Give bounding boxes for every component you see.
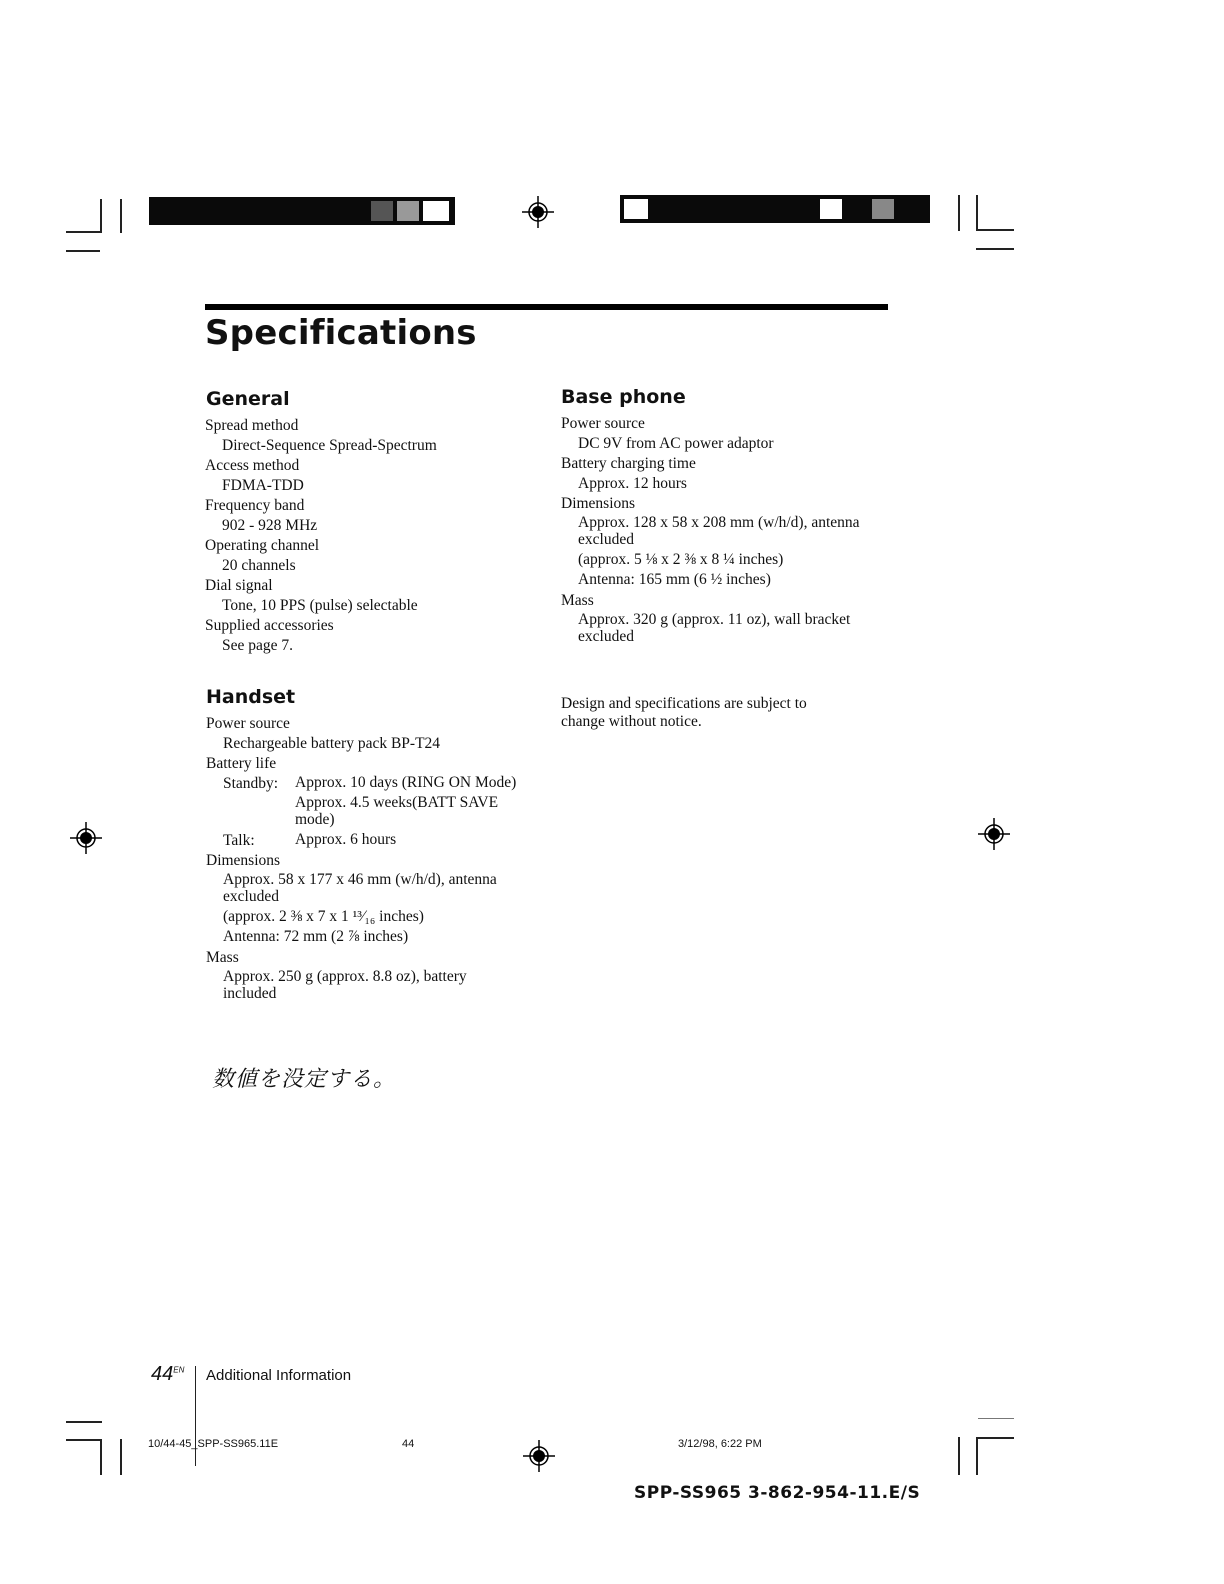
spec-label: Power source (561, 415, 645, 432)
document-code: SPP-SS965 3-862-954-11.E/S (634, 1483, 921, 1503)
spec-label: Mass (206, 949, 239, 966)
spec-value: Direct-Sequence Spread-Spectrum (222, 437, 437, 454)
spec-label: Operating channel (205, 537, 320, 554)
standby-row (223, 774, 536, 794)
standby-value-1: Approx. 10 days (RING ON Mode) (295, 774, 517, 791)
registration-mark-top (522, 196, 554, 228)
page-number-superscript: EN (173, 1365, 185, 1375)
spec-value: 902 - 928 MHz (222, 517, 318, 534)
page-number-value: 44 (151, 1363, 174, 1385)
title-rule (205, 304, 888, 310)
talk-row (223, 831, 536, 851)
standby-row-2 (223, 794, 536, 831)
spec-value: See page 7. (222, 637, 294, 654)
file-reference: 10/44-45_SPP-SS965.11E (148, 1438, 279, 1450)
base-spec-list (561, 414, 901, 648)
spec-value: 20 channels (222, 557, 296, 574)
footer-section: Additional Information (206, 1367, 352, 1384)
spec-label: Dimensions (206, 852, 281, 869)
spec-value: DC 9V from AC power adaptor (578, 435, 774, 452)
change-notice: Design and specifications are subject to change without notice. (561, 695, 807, 730)
spec-label: Dimensions (561, 495, 636, 512)
spec-label: Access method (205, 457, 300, 474)
talk-value: Approx. 6 hours (295, 831, 397, 848)
spec-label: Battery charging time (561, 455, 696, 472)
color-bar-right (620, 195, 930, 223)
spec-value: Approx. 128 x 58 x 208 mm (w/h/d), antenna excluded (578, 514, 860, 548)
spec-label: Dial signal (205, 577, 273, 594)
spec-value: Antenna: 72 mm (2 ⅞ inches) (223, 928, 409, 945)
spec-value: Approx. 12 hours (578, 475, 687, 492)
standby-value-2: Approx. 4.5 weeks(BATT SAVE mode) (295, 794, 499, 828)
handset-heading: Handset (206, 686, 296, 708)
general-heading: General (206, 388, 290, 410)
spec-value: (approx. 5 ⅛ x 2 ⅜ x 8 ¼ inches) (578, 551, 784, 568)
handwritten-note: 数値を没定する。 (212, 1067, 397, 1092)
spec-value: Rechargeable battery pack BP-T24 (223, 735, 441, 752)
spec-value: Antenna: 165 mm (6 ½ inches) (578, 571, 771, 588)
general-spec-list (205, 416, 525, 656)
spec-value: Approx. 58 x 177 x 46 mm (w/h/d), antenna excluded (223, 871, 497, 905)
print-datetime: 3/12/98, 6:22 PM (678, 1438, 762, 1450)
page-center-number: 44 (402, 1438, 415, 1450)
page-number (151, 1363, 184, 1386)
spec-label: Spread method (205, 417, 299, 434)
standby-key: Standby: (223, 775, 279, 792)
spec-value: (approx. 2 ⅜ x 7 x 1 ¹³⁄₁₆ inches) (223, 908, 424, 925)
color-bar-left (149, 197, 455, 225)
spec-label: Power source (206, 715, 290, 732)
spec-value: FDMA-TDD (222, 477, 304, 494)
registration-mark-left (70, 822, 102, 854)
handset-spec-list (206, 714, 536, 1005)
spec-value: Tone, 10 PPS (pulse) selectable (222, 597, 418, 614)
registration-mark-bottom (523, 1440, 555, 1472)
footer-divider (195, 1366, 196, 1466)
spec-label: Mass (561, 592, 594, 609)
registration-mark-right (978, 818, 1010, 850)
spec-label: Supplied accessories (205, 617, 334, 634)
spec-label: Battery life (206, 755, 277, 772)
base-heading: Base phone (561, 386, 686, 408)
spec-value: Approx. 320 g (approx. 11 oz), wall bracket excluded (578, 611, 851, 645)
spec-label: Frequency band (205, 497, 305, 514)
page-title: Specifications (205, 313, 477, 353)
talk-key: Talk: (223, 832, 255, 849)
spec-value: Approx. 250 g (approx. 8.8 oz), battery included (223, 968, 467, 1002)
